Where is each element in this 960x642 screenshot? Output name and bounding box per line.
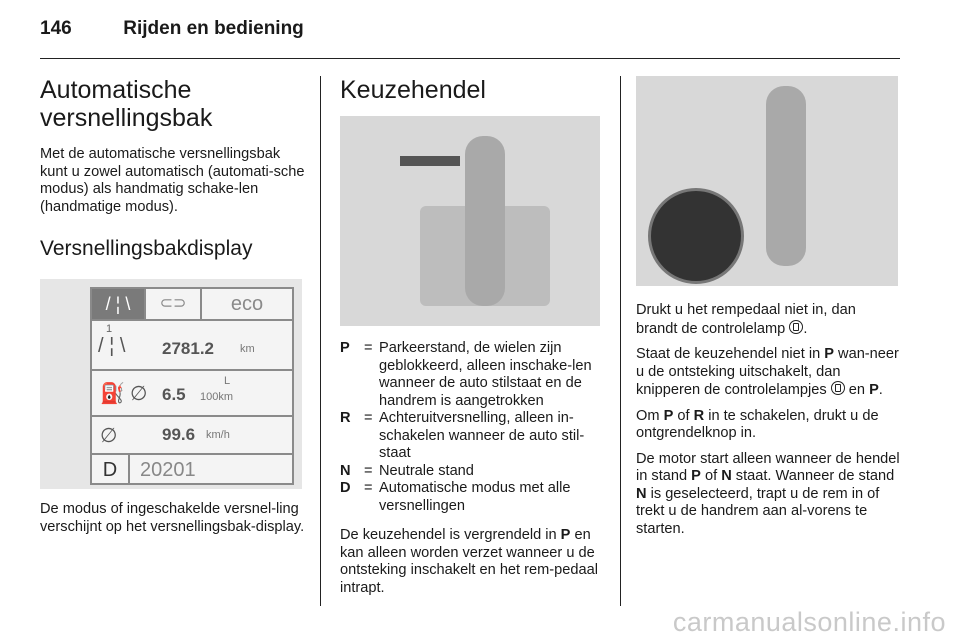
road-icon: / ¦ \: [98, 335, 126, 357]
average-icon: ∅: [130, 383, 148, 405]
fuel-icon: ⛽: [100, 383, 125, 405]
display-caption: De modus of ingeschakelde versnel-ling verschijnt op het versnellingsbak-display.: [40, 501, 305, 535]
total-odometer: 20201: [140, 459, 196, 481]
column-divider-1: [320, 76, 321, 606]
section-title: Rijden en bediening: [123, 18, 304, 39]
column-1: [40, 76, 305, 536]
paragraph-1: Drukt u het rempedaal niet in, dan brandt de controlelamp .: [636, 302, 856, 337]
brake-lamp-callout-icon: [648, 188, 744, 284]
car-icon: ⊂⊃: [144, 289, 200, 319]
section-heading: Automatische versnellingsbak: [40, 76, 213, 132]
selector-lever-image: [340, 116, 600, 326]
brake-warning-icon: [789, 320, 803, 334]
speed-value: 99.6: [162, 425, 196, 444]
eco-label: eco: [200, 289, 292, 319]
push-arrow-icon: [400, 156, 460, 166]
lock-text: De keuzehendel is vergrendeld in P en kan alleen worden verzet wanneer u de ontsteking inschakelt en het rem-pedaal intrapt.: [340, 527, 598, 596]
odometer-unit: km: [240, 343, 255, 355]
column-divider-2: [620, 76, 621, 606]
lane-icon: / ¦ \: [92, 289, 144, 319]
fuel-unit-top: L: [224, 375, 231, 387]
trip-digit: 1: [106, 323, 113, 335]
fuel-value: 6.5: [162, 385, 186, 404]
intro-text: Met de automatische versnellingsbak kunt u zowel automatisch (automati-sche modus) als handmatig schake-len (handmatige modus).: [40, 146, 305, 215]
position-row: N = Neutrale stand: [340, 462, 474, 479]
position-row: P = Parkeerstand, de wielen zijn geblokkeerd, alleen inschake-len wanneer de auto stilstaat en de handrem is aangetrokken: [340, 340, 592, 409]
page-number: 146: [40, 18, 72, 39]
brake-warning-icon: [831, 381, 845, 395]
paragraph-2: Staat de keuzehendel niet in P wan-neer u de ontsteking uitschakelt, dan knipperen de controlelampjes en P.: [636, 346, 899, 398]
selector-heading: Keuzehendel: [340, 76, 486, 104]
position-list: [340, 340, 604, 515]
odometer-value: 2781.2: [162, 339, 214, 358]
brake-warning-image: [636, 76, 898, 286]
header-rule: [40, 58, 900, 59]
paragraph-4: De motor start alleen wanneer de hendel in stand P of N staat. Wanneer de stand N is geselecteerd, trapt u de rem in of trekt u de handrem aan al-vorens te starten.: [636, 450, 900, 537]
page-header: [40, 18, 304, 40]
speed-average-icon: ∅: [100, 425, 118, 447]
paragraph-3: Om P of R in te schakelen, drukt u de ontgrendelknop in.: [636, 407, 879, 441]
watermark: carmanualsonline.info: [672, 607, 946, 637]
fuel-unit-bottom: 100km: [200, 391, 234, 403]
column-2: [340, 76, 604, 597]
column-3: [636, 76, 900, 538]
gear-indicator: D: [92, 455, 130, 485]
transmission-display-image: [40, 279, 302, 489]
position-row: R = Achteruitversnelling, alleen in-schakelen wanneer de auto stil-staat: [340, 410, 585, 461]
speed-unit: km/h: [206, 429, 230, 441]
position-row: D = Automatische modus met alle versnellingen: [340, 480, 571, 514]
subheading: Versnellingsbakdisplay: [40, 237, 253, 260]
